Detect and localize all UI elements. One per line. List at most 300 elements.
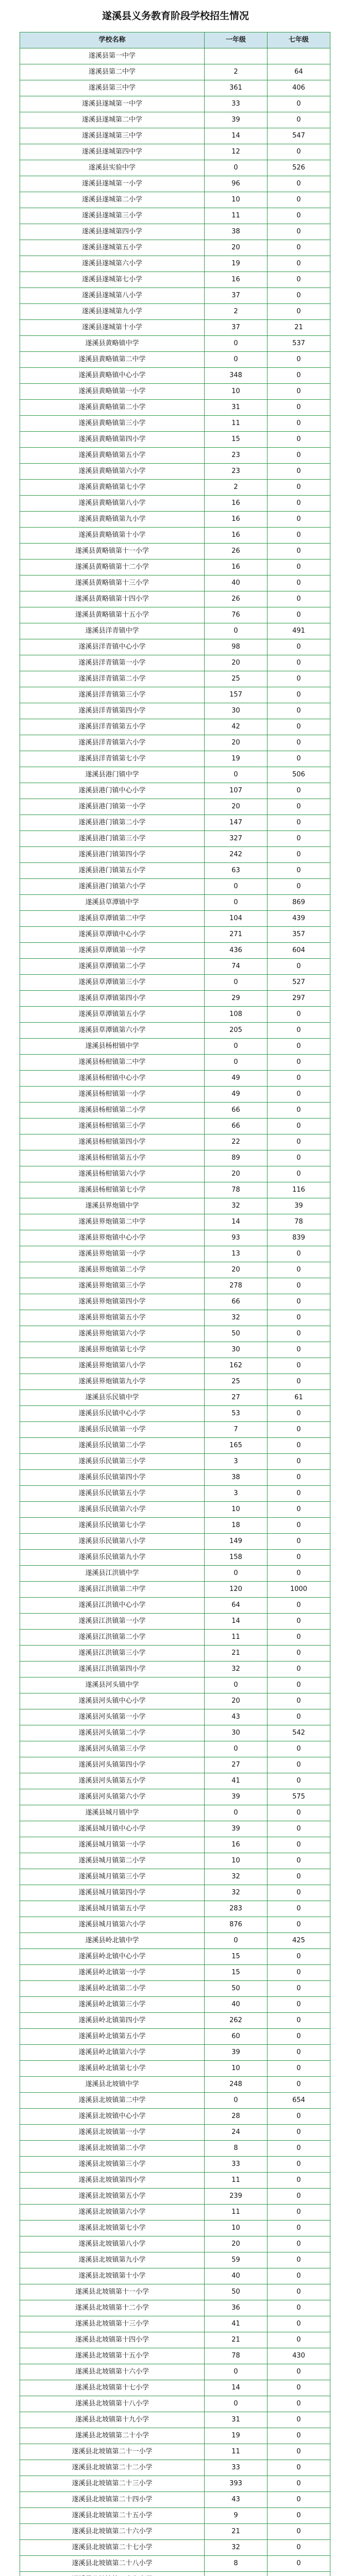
cell-grade-1-count: 0 [205,1677,268,1693]
table-row [20,464,330,480]
cell-grade-1-count: 0 [205,2396,268,2412]
cell-grade-1-count: 16 [205,512,268,528]
cell-school-name: 遂溪县界炮镇第一小学 [20,1246,205,1262]
table-row [20,416,330,432]
cell-grade-1-count: 158 [205,1550,268,1566]
cell-school-name: 遂溪县北坡镇第八小学 [20,2236,205,2252]
cell-grade-7-count: 0 [268,2205,330,2221]
cell-grade-7-count: 0 [268,96,330,112]
cell-school-name: 遂溪县草潭镇第六小学 [20,1023,205,1039]
cell-grade-7-count: 575 [268,1789,330,1805]
table-row [20,1374,330,1390]
cell-grade-7-count: 869 [268,895,330,911]
cell-grade-7-count: 0 [268,2061,330,2077]
cell-grade-7-count: 0 [268,528,330,544]
cell-grade-7-count [268,2572,330,2576]
cell-grade-1-count: 9 [205,2508,268,2524]
cell-school-name: 遂溪县河头镇第五小学 [20,1773,205,1789]
cell-grade-1-count: 39 [205,1789,268,1805]
cell-grade-7-count: 0 [268,144,330,160]
cell-school-name: 遂溪县遂城第十小学 [20,320,205,336]
cell-grade-1-count: 327 [205,831,268,847]
cell-grade-7-count: 0 [268,639,330,655]
cell-school-name: 遂溪县遂城第九小学 [20,304,205,320]
cell-school-name: 遂溪县草潭镇第四小学 [20,991,205,1007]
cell-grade-1-count: 107 [205,783,268,799]
cell-school-name: 遂溪县洋青镇第六小学 [20,735,205,751]
table-row [20,176,330,192]
cell-school-name: 遂溪县乐民镇第六小学 [20,1502,205,1518]
cell-school-name: 遂溪县第一中学 [20,48,205,64]
cell-grade-1-count: 147 [205,815,268,831]
cell-school-name: 遂溪县城月镇第一小学 [20,1837,205,1853]
table-row [20,224,330,240]
cell-school-name: 遂溪县河头镇第四小学 [20,1757,205,1773]
cell-grade-1-count: 24 [205,2125,268,2141]
cell-grade-1-count: 31 [205,2412,268,2428]
cell-school-name: 遂溪县乐民镇第九小学 [20,1550,205,1566]
table-row [20,847,330,863]
table-row [20,1869,330,1885]
table-row [20,1055,330,1071]
cell-grade-1-count: 76 [205,607,268,623]
cell-grade-7-count: 547 [268,128,330,144]
table-row [20,304,330,320]
table-row [20,879,330,895]
table-row [20,2189,330,2205]
cell-grade-7-count: 0 [268,2524,330,2540]
cell-grade-7-count: 0 [268,224,330,240]
cell-grade-7-count: 0 [268,112,330,128]
cell-grade-1-count: 16 [205,528,268,544]
table-row [20,799,330,815]
cell-grade-1-count: 205 [205,1023,268,1039]
cell-school-name: 遂溪县杨柑镇第三小学 [20,1118,205,1134]
table-row [20,272,330,288]
cell-school-name: 遂溪县江洪镇中学 [20,1566,205,1582]
table-row [20,591,330,607]
cell-grade-1-count: 14 [205,1614,268,1630]
cell-school-name: 遂溪县洋青镇第七小学 [20,751,205,767]
cell-grade-1-count: 64 [205,1598,268,1614]
cell-grade-1-count: 37 [205,320,268,336]
cell-school-name: 遂溪县黄略镇第四小学 [20,432,205,448]
cell-school-name: 遂溪县草潭镇第二中学 [20,911,205,927]
cell-grade-7-count: 0 [268,1885,330,1901]
cell-grade-7-count: 0 [268,1709,330,1725]
page-title: 遂溪县义务教育阶段学校招生情况 [102,10,249,22]
cell-school-name: 遂溪县草潭镇第二小学 [20,959,205,975]
cell-grade-1-count: 20 [205,1262,268,1278]
cell-school-name: 遂溪县遂城第二小学 [20,192,205,208]
cell-school-name: 遂溪县界炮镇第八小学 [20,1358,205,1374]
cell-school-name: 遂溪县北坡镇第二十八小学 [20,2556,205,2572]
cell-grade-1-count: 10 [205,1502,268,1518]
table-row [20,512,330,528]
cell-grade-1-count: 0 [205,1039,268,1055]
table-row [20,1997,330,2013]
table-row [20,1422,330,1438]
cell-grade-7-count: 0 [268,1486,330,1502]
cell-grade-7-count: 0 [268,2157,330,2173]
header-grade-1: 一年级 [205,32,268,48]
table-row [20,400,330,416]
cell-grade-7-count: 0 [268,1502,330,1518]
table-row [20,384,330,400]
cell-grade-1-count: 0 [205,1933,268,1949]
cell-school-name: 遂溪县岭北镇第三小学 [20,1997,205,2013]
cell-grade-1-count: 32 [205,1869,268,1885]
cell-grade-1-count: 361 [205,80,268,96]
cell-grade-1-count: 50 [205,1981,268,1997]
cell-grade-1-count: 11 [205,2444,268,2460]
cell-school-name: 遂溪县河头镇第二小学 [20,1725,205,1741]
cell-grade-1-count: 29 [205,991,268,1007]
cell-school-name: 遂溪县遂城第四中学 [20,144,205,160]
cell-school-name: 遂溪县北坡镇第十六小学 [20,2364,205,2380]
cell-school-name: 遂溪县界炮镇中学 [20,1198,205,1214]
cell-school-name: 遂溪县乐民镇第四小学 [20,1470,205,1486]
table-row [20,1773,330,1789]
cell-grade-1-count: 242 [205,847,268,863]
cell-grade-1-count: 60 [205,2029,268,2045]
cell-school-name: 遂溪县草潭镇中心小学 [20,927,205,943]
cell-school-name: 遂溪县黄略镇第五小学 [20,448,205,464]
cell-school-name: 遂溪县江洪镇第一小学 [20,1614,205,1630]
cell-grade-7-count: 0 [268,1853,330,1869]
table-row [20,2236,330,2252]
table-row [20,1949,330,1965]
table-row [20,1007,330,1023]
table-row [20,144,330,160]
table-row [20,2524,330,2540]
cell-grade-1-count: 16 [205,272,268,288]
table-row [20,703,330,719]
table-row [20,895,330,911]
table-row [20,1805,330,1821]
cell-grade-1-count: 0 [205,879,268,895]
table-row [20,639,330,655]
cell-school-name: 遂溪县北坡镇第七小学 [20,2221,205,2236]
table-row [20,2252,330,2268]
cell-grade-1-count: 436 [205,943,268,959]
cell-grade-1-count: 283 [205,1901,268,1917]
cell-grade-1-count: 20 [205,240,268,256]
cell-school-name: 遂溪县江洪镇中心小学 [20,1598,205,1614]
table-row [20,1725,330,1741]
table-row [20,1630,330,1646]
table-row [20,1342,330,1358]
table-row [20,2061,330,2077]
cell-school-name: 遂溪县港门镇中心小学 [20,783,205,799]
cell-school-name: 遂溪县洋青镇第五小学 [20,719,205,735]
cell-grade-1-count: 40 [205,575,268,591]
cell-school-name: 遂溪县黄略镇第三小学 [20,416,205,432]
cell-grade-1-count: 30 [205,1342,268,1358]
cell-grade-1-count: 20 [205,2236,268,2252]
table-row [20,2540,330,2556]
cell-grade-7-count: 0 [268,863,330,879]
table-row [20,1278,330,1294]
table-row [20,2077,330,2093]
table-header [20,32,330,48]
cell-school-name: 遂溪县黄略镇第二中学 [20,352,205,368]
cell-grade-7-count: 0 [268,1518,330,1534]
cell-school-name: 遂溪县北坡镇第二十六小学 [20,2524,205,2540]
cell-grade-1-count: 393 [205,2476,268,2492]
cell-grade-7-count: 0 [268,2540,330,2556]
table-row [20,1262,330,1278]
cell-school-name: 遂溪县界炮镇第三小学 [20,1278,205,1294]
table-row [20,1741,330,1757]
cell-grade-1-count: 8 [205,2141,268,2157]
cell-grade-7-count: 0 [268,544,330,560]
cell-grade-7-count: 0 [268,1055,330,1071]
cell-school-name: 遂溪县港门镇第一小学 [20,799,205,815]
cell-school-name: 遂溪县北坡镇第三小学 [20,2157,205,2173]
cell-grade-7-count: 0 [268,2141,330,2157]
cell-school-name: 遂溪县遂城第五小学 [20,240,205,256]
cell-grade-7-count: 0 [268,815,330,831]
cell-grade-7-count: 64 [268,64,330,80]
cell-grade-1-count: 18 [205,1518,268,1534]
cell-school-name: 遂溪县岭北镇第七小学 [20,2061,205,2077]
cell-grade-7-count: 61 [268,1390,330,1406]
table-row [20,1406,330,1422]
table-row [20,1230,330,1246]
cell-grade-1-count: 15 [205,1965,268,1981]
cell-school-name: 遂溪县黄略镇第十五小学 [20,607,205,623]
table-row [20,783,330,799]
cell-grade-1-count: 11 [205,208,268,224]
cell-grade-1-count: 74 [205,959,268,975]
cell-grade-1-count: 348 [205,368,268,384]
cell-school-name: 遂溪县北坡镇第二中学 [20,2093,205,2109]
table-row [20,1214,330,1230]
cell-grade-7-count: 0 [268,400,330,416]
table-row [20,2093,330,2109]
cell-school-name: 遂溪县乐民镇第三小学 [20,1454,205,1470]
cell-grade-7-count: 0 [268,416,330,432]
cell-grade-7-count: 430 [268,2348,330,2364]
cell-school-name: 遂溪县北坡镇第九小学 [20,2252,205,2268]
cell-school-name: 遂溪县黄略镇第十三小学 [20,575,205,591]
cell-grade-7-count: 0 [268,2444,330,2460]
table-row [20,1358,330,1374]
cell-grade-1-count: 42 [205,719,268,735]
cell-grade-7-count: 0 [268,2300,330,2316]
table-row [20,1502,330,1518]
cell-grade-7-count: 0 [268,591,330,607]
cell-grade-1-count: 20 [205,735,268,751]
cell-grade-1-count: 49 [205,1071,268,1087]
cell-grade-1-count: 2 [205,480,268,496]
table-row [20,687,330,703]
cell-grade-1-count: 98 [205,639,268,655]
cell-grade-1-count: 165 [205,1438,268,1454]
cell-school-name: 遂溪县遂城第一小学 [20,176,205,192]
cell-grade-7-count: 0 [268,304,330,320]
table-row [20,2556,330,2572]
cell-grade-7-count: 0 [268,799,330,815]
table-row [20,1789,330,1805]
cell-school-name: 遂溪县北坡镇第二十一小学 [20,2444,205,2460]
cell-grade-7-count: 0 [268,2556,330,2572]
cell-grade-7-count: 0 [268,1805,330,1821]
cell-grade-1-count: 15 [205,432,268,448]
cell-grade-1-count: 8 [205,2556,268,2572]
table-row [20,1438,330,1454]
cell-school-name: 遂溪县城月镇第三小学 [20,1869,205,1885]
cell-grade-7-count: 0 [268,1693,330,1709]
table-row [20,1885,330,1901]
cell-grade-1-count: 59 [205,2252,268,2268]
cell-school-name: 遂溪县杨柑镇第二中学 [20,1055,205,1071]
cell-grade-7-count: 0 [268,1358,330,1374]
cell-school-name: 遂溪县黄略镇第七小学 [20,480,205,496]
cell-school-name: 遂溪县岭北镇中心小学 [20,1949,205,1965]
cell-grade-1-count: 16 [205,496,268,512]
table-row [20,975,330,991]
cell-grade-1-count: 19 [205,2428,268,2444]
cell-school-name: 遂溪县杨柑镇中心小学 [20,1071,205,1087]
table-row [20,496,330,512]
cell-grade-7-count: 0 [268,2284,330,2300]
cell-school-name: 遂溪县杨柑镇第五小学 [20,1150,205,1166]
table-row [20,1566,330,1582]
cell-grade-1-count: 2 [205,64,268,80]
table-row [20,2173,330,2189]
cell-school-name: 遂溪县北坡镇第二小学 [20,2141,205,2157]
table-row [20,671,330,687]
cell-grade-1-count: 3 [205,1454,268,1470]
cell-grade-1-count: 157 [205,687,268,703]
table-row [20,2268,330,2284]
table-row [20,1550,330,1566]
cell-school-name: 遂溪县界炮镇第二小学 [20,1262,205,1278]
table-row [20,2284,330,2300]
cell-grade-1-count: 162 [205,1358,268,1374]
cell-grade-1-count: 50 [205,1326,268,1342]
header-school-name: 学校名称 [20,32,205,48]
cell-grade-7-count: 0 [268,671,330,687]
cell-school-name: 遂溪县北坡镇中心小学 [20,2109,205,2125]
cell-grade-1-count: 14 [205,2380,268,2396]
cell-grade-7-count: 439 [268,911,330,927]
table-row [20,1917,330,1933]
cell-grade-7-count: 0 [268,847,330,863]
table-row [20,2109,330,2125]
cell-grade-7-count: 0 [268,2508,330,2524]
cell-grade-1-count: 0 [205,1741,268,1757]
cell-grade-1-count: 0 [205,895,268,911]
cell-school-name: 遂溪县港门镇第二小学 [20,815,205,831]
cell-school-name: 遂溪县遂城第一中学 [20,96,205,112]
cell-grade-1-count: 10 [205,2061,268,2077]
cell-grade-7-count: 1000 [268,1582,330,1598]
cell-grade-1-count: 14 [205,128,268,144]
cell-grade-1-count: 32 [205,2540,268,2556]
cell-school-name: 遂溪县岭北镇第五小学 [20,2029,205,2045]
cell-school-name: 遂溪县遂城第八小学 [20,288,205,304]
cell-grade-7-count: 0 [268,208,330,224]
table-row [20,544,330,560]
cell-school-name: 遂溪县黄略镇第八小学 [20,496,205,512]
table-row [20,911,330,927]
cell-school-name: 遂溪县北坡镇第二十二小学 [20,2460,205,2476]
cell-grade-7-count: 0 [268,831,330,847]
cell-grade-1-count: 108 [205,1007,268,1023]
cell-grade-7-count: 0 [268,751,330,767]
cell-grade-1-count: 31 [205,400,268,416]
cell-grade-7-count: 0 [268,1007,330,1023]
table-row [20,2444,330,2460]
cell-school-name: 遂溪县遂城第四小学 [20,224,205,240]
cell-grade-7-count: 491 [268,623,330,639]
cell-grade-7-count: 0 [268,464,330,480]
cell-grade-1-count: 32 [205,1662,268,1677]
table-row [20,2460,330,2476]
cell-grade-1-count: 239 [205,2189,268,2205]
cell-grade-1-count: 23 [205,448,268,464]
cell-school-name: 遂溪县杨柑镇第四小学 [20,1134,205,1150]
table-row [20,1933,330,1949]
cell-grade-7-count: 537 [268,336,330,352]
cell-grade-1-count: 27 [205,1757,268,1773]
cell-school-name: 遂溪县界炮镇第四小学 [20,1294,205,1310]
cell-grade-1-count: 21 [205,2332,268,2348]
cell-grade-1-count: 41 [205,1773,268,1789]
cell-grade-7-count: 0 [268,1039,330,1055]
cell-school-name: 遂溪县北坡镇第十一小学 [20,2284,205,2300]
table-row [20,1166,330,1182]
table-row [20,1486,330,1502]
cell-school-name: 遂溪县城月镇第二小学 [20,1853,205,1869]
cell-grade-7-count: 0 [268,1677,330,1693]
table-row [20,2476,330,2492]
table-row [20,1837,330,1853]
cell-grade-7-count: 0 [268,1278,330,1294]
table-row [20,655,330,671]
cell-grade-7-count: 0 [268,1310,330,1326]
table-row [20,2205,330,2221]
cell-grade-7-count: 0 [268,2221,330,2236]
cell-grade-1-count: 876 [205,1917,268,1933]
cell-school-name: 遂溪县黄略镇第十二小学 [20,560,205,575]
table-row [20,2572,330,2576]
cell-grade-7-count: 0 [268,2332,330,2348]
cell-grade-7-count: 0 [268,1294,330,1310]
table-row [20,2141,330,2157]
table-row [20,448,330,464]
table-row [20,831,330,847]
cell-grade-7-count: 0 [268,2029,330,2045]
cell-grade-7-count: 0 [268,1087,330,1103]
table-row [20,96,330,112]
cell-school-name: 遂溪县草潭镇第五小学 [20,1007,205,1023]
table-row [20,1757,330,1773]
table-row [20,160,330,176]
cell-school-name: 遂溪县洋青镇中学 [20,623,205,639]
cell-grade-7-count: 0 [268,607,330,623]
cell-grade-7-count: 0 [268,1965,330,1981]
table-row [20,1310,330,1326]
cell-school-name: 遂溪县北坡镇第十四小学 [20,2332,205,2348]
cell-grade-1-count: 78 [205,2348,268,2364]
cell-grade-1-count: 40 [205,1997,268,2013]
cell-school-name: 遂溪县岭北镇中学 [20,1933,205,1949]
cell-grade-7-count: 0 [268,1917,330,1933]
